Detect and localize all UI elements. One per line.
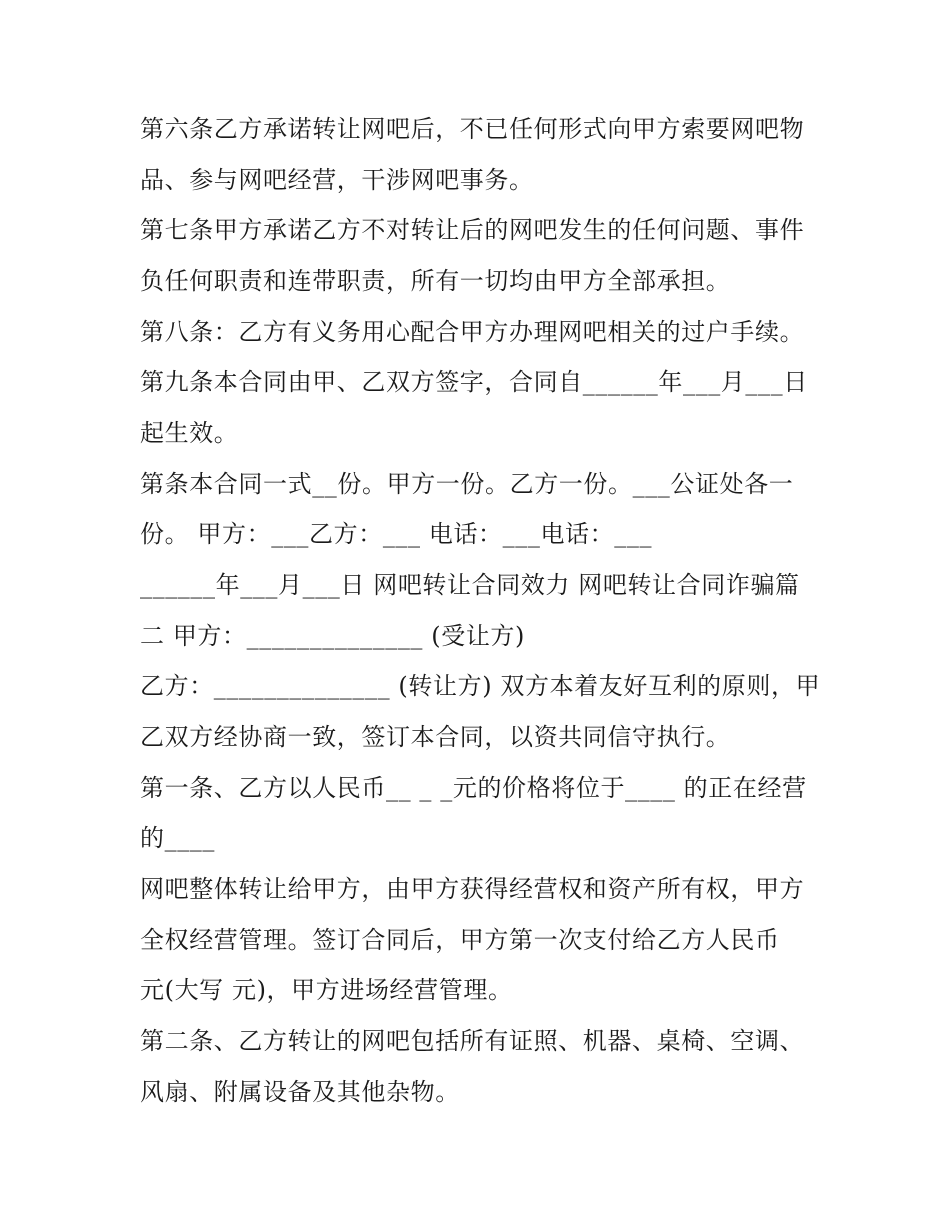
text-line: ______年___月___日 网吧转让合同效力 网吧转让合同诈骗篇 bbox=[140, 571, 800, 599]
text-line: 起生效。 bbox=[140, 419, 239, 447]
text-line: 第二条、乙方转让的网吧包括所有证照、机器、桌椅、空调、 bbox=[140, 1027, 805, 1055]
text-line: 风扇、附属设备及其他杂物。 bbox=[140, 1078, 460, 1106]
text-line: 二 甲方：______________ (受让方) bbox=[140, 622, 525, 650]
text-line: 负任何职责和连带职责，所有一切均由甲方全部承担。 bbox=[140, 267, 731, 295]
text-line: 第八条：乙方有义务用心配合甲方办理网吧相关的过户手续。 bbox=[140, 318, 805, 346]
text-line: 第六条乙方承诺转让网吧后，不已任何形式向甲方索要网吧物 bbox=[140, 115, 805, 143]
text-line: 第七条甲方承诺乙方不对转让后的网吧发生的任何问题、事件 bbox=[140, 216, 805, 244]
text-line: 第一条、乙方以人民币__ _ _元的价格将位于____ 的正在经营 bbox=[140, 774, 807, 802]
text-line: 第条本合同一式__份。甲方一份。乙方一份。___公证处各一 bbox=[140, 470, 794, 498]
text-line: 网吧整体转让给甲方，由甲方获得经营权和资产所有权，甲方 bbox=[140, 875, 805, 903]
text-line: 第九条本合同由甲、乙双方签字，合同自______年___月___日 bbox=[140, 368, 808, 396]
text-line: 全权经营管理。签订合同后，甲方第一次支付给乙方人民币 bbox=[140, 926, 780, 954]
text-line: 乙方：______________ (转让方) 双方本着友好互利的原则，甲 bbox=[140, 672, 821, 700]
text-line: 的____ bbox=[140, 824, 215, 852]
text-line: 份。 甲方：___乙方：___ 电话：___电话：___ bbox=[140, 520, 653, 548]
text-line: 元(大写 元)，甲方进场经营管理。 bbox=[140, 976, 513, 1004]
text-line: 品、参与网吧经营，干涉网吧事务。 bbox=[140, 166, 534, 194]
text-line: 乙双方经协商一致，签订本合同，以资共同信守执行。 bbox=[140, 723, 731, 751]
